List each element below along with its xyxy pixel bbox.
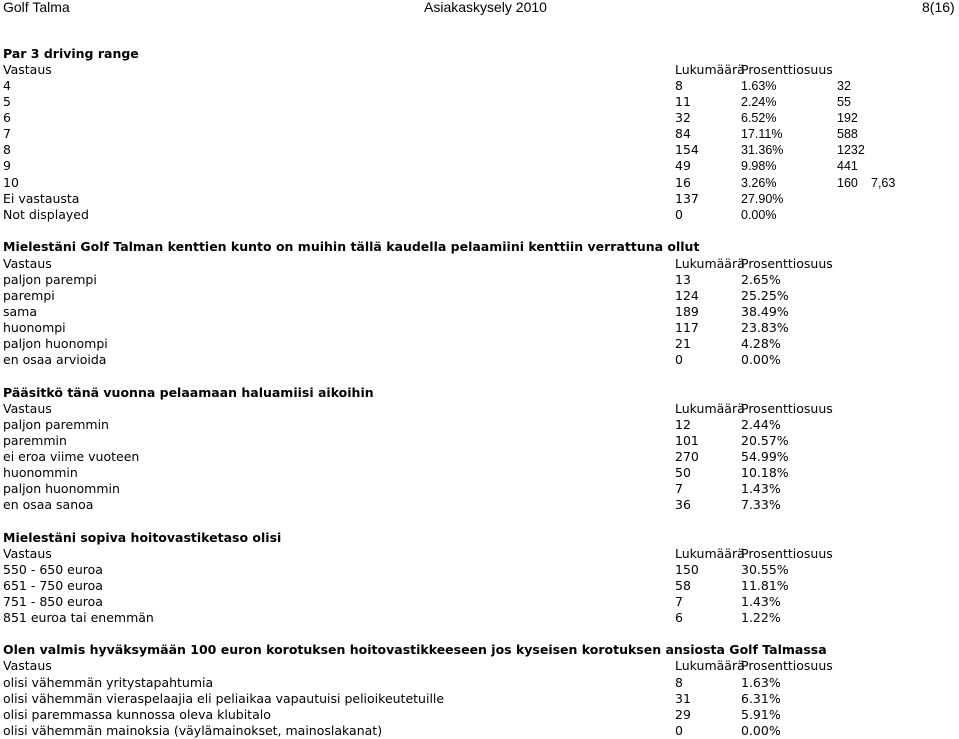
answer-cell: paljon huonompi <box>3 336 108 351</box>
column-header-answer: Vastaus <box>3 256 52 271</box>
count-cell: 0 <box>675 723 683 738</box>
count-cell: 0 <box>675 207 683 222</box>
percent-cell: 3.26% <box>741 176 777 190</box>
count-cell: 21 <box>675 336 691 351</box>
percent-cell: 25.25% <box>741 288 789 303</box>
count-cell: 16 <box>675 175 691 190</box>
extra-cell: 441 <box>837 159 858 173</box>
answer-cell: olisi vähemmän yritystapahtumia <box>3 675 214 690</box>
section-title: Olen valmis hyväksymään 100 euron korotuksen hoitovastikkeeseen jos kyseisen korotuksen ansiosta Golf Talmassa <box>3 642 827 657</box>
answer-cell: 6 <box>3 110 11 125</box>
percent-cell: 2.24% <box>741 95 777 109</box>
extra-cell: 588 <box>837 127 858 141</box>
percent-cell: 31.36% <box>741 143 784 157</box>
percent-cell: 2.44% <box>741 417 781 432</box>
percent-cell: 7.33% <box>741 497 781 512</box>
answer-cell: 4 <box>3 78 11 93</box>
percent-cell: 2.65% <box>741 272 781 287</box>
column-header-percent: Prosenttiosuus <box>741 658 833 673</box>
column-header-count: Lukumäärä <box>675 546 745 561</box>
percent-cell: 10.18% <box>741 465 789 480</box>
count-cell: 49 <box>675 158 691 173</box>
answer-cell: 651 - 750 euroa <box>3 578 103 593</box>
extra-cell: 32 <box>837 79 851 93</box>
column-header-percent: Prosenttiosuus <box>741 546 833 561</box>
answer-cell: 9 <box>3 158 11 173</box>
answer-cell: en osaa sanoa <box>3 497 94 512</box>
percent-cell: 20.57% <box>741 433 789 448</box>
column-header-answer: Vastaus <box>3 401 52 416</box>
header-left: Golf Talma <box>3 0 70 15</box>
count-cell: 31 <box>675 691 691 706</box>
answer-cell: sama <box>3 304 38 319</box>
count-cell: 270 <box>675 449 699 464</box>
answer-cell: Not displayed <box>3 207 89 222</box>
column-header-count: Lukumäärä <box>675 401 745 416</box>
count-cell: 8 <box>675 78 683 93</box>
count-cell: 58 <box>675 578 691 593</box>
count-cell: 154 <box>675 142 699 157</box>
count-cell: 12 <box>675 417 691 432</box>
percent-cell: 1.22% <box>741 610 781 625</box>
percent-cell: 6.31% <box>741 691 781 706</box>
percent-cell: 23.83% <box>741 320 789 335</box>
count-cell: 29 <box>675 707 691 722</box>
percent-cell: 4.28% <box>741 336 781 351</box>
count-cell: 189 <box>675 304 699 319</box>
answer-cell: 751 - 850 euroa <box>3 594 103 609</box>
answer-cell: paljon parempi <box>3 272 97 287</box>
answer-cell: paremmin <box>3 433 67 448</box>
answer-cell: huonompi <box>3 320 66 335</box>
count-cell: 36 <box>675 497 691 512</box>
percent-cell: 6.52% <box>741 111 777 125</box>
answer-cell: 10 <box>3 175 19 190</box>
answer-cell: olisi vähemmän vieraspelaajia eli peliaikaa vapautuisi pelioikeutetuille <box>3 691 445 706</box>
extra-cell: 55 <box>837 95 851 109</box>
percent-cell: 1.43% <box>741 481 781 496</box>
answer-cell: paljon paremmin <box>3 417 109 432</box>
count-cell: 7 <box>675 594 683 609</box>
answer-cell: 851 euroa tai enemmän <box>3 610 154 625</box>
column-header-count: Lukumäärä <box>675 62 745 77</box>
section-title: Mielestäni Golf Talman kenttien kunto on muihin tällä kaudella pelaamiini kenttiin verrattuna ollut <box>3 239 700 254</box>
average-cell: 7,63 <box>871 176 896 190</box>
column-header-percent: Prosenttiosuus <box>741 401 833 416</box>
column-header-answer: Vastaus <box>3 62 52 77</box>
count-cell: 84 <box>675 126 691 141</box>
answer-cell: parempi <box>3 288 55 303</box>
count-cell: 117 <box>675 320 699 335</box>
answer-cell: ei eroa viime vuoteen <box>3 449 140 464</box>
count-cell: 101 <box>675 433 699 448</box>
extra-cell: 1232 <box>837 143 865 157</box>
percent-cell: 9.98% <box>741 159 777 173</box>
count-cell: 50 <box>675 465 691 480</box>
percent-cell: 30.55% <box>741 562 789 577</box>
count-cell: 150 <box>675 562 699 577</box>
section-title: Mielestäni sopiva hoitovastiketaso olisi <box>3 530 282 545</box>
count-cell: 137 <box>675 191 699 206</box>
answer-cell: 550 - 650 euroa <box>3 562 103 577</box>
column-header-count: Lukumäärä <box>675 256 745 271</box>
header-page-number: 8(16) <box>922 0 955 15</box>
count-cell: 13 <box>675 272 691 287</box>
column-header-answer: Vastaus <box>3 546 52 561</box>
percent-cell: 1.43% <box>741 594 781 609</box>
column-header-percent: Prosenttiosuus <box>741 256 833 271</box>
percent-cell: 5.91% <box>741 707 781 722</box>
count-cell: 6 <box>675 610 683 625</box>
extra-cell: 192 <box>837 111 858 125</box>
section-title: Par 3 driving range <box>3 46 139 61</box>
percent-cell: 1.63% <box>741 675 781 690</box>
answer-cell: Ei vastausta <box>3 191 80 206</box>
percent-cell: 0.00% <box>741 208 777 222</box>
count-cell: 11 <box>675 94 691 109</box>
percent-cell: 1.63% <box>741 79 777 93</box>
answer-cell: paljon huonommin <box>3 481 120 496</box>
count-cell: 124 <box>675 288 699 303</box>
percent-cell: 17.11% <box>741 127 783 141</box>
column-header-count: Lukumäärä <box>675 658 745 673</box>
percent-cell: 27.90% <box>741 192 784 206</box>
section-title: Pääsitkö tänä vuonna pelaamaan haluamiisi aikoihin <box>3 385 374 400</box>
answer-cell: 5 <box>3 94 11 109</box>
answer-cell: 7 <box>3 126 11 141</box>
answer-cell: olisi vähemmän mainoksia (väylämainokset, mainoslakanat) <box>3 723 383 738</box>
percent-cell: 0.00% <box>741 723 781 738</box>
count-cell: 32 <box>675 110 691 125</box>
percent-cell: 54.99% <box>741 449 789 464</box>
answer-cell: huonommin <box>3 465 78 480</box>
count-cell: 8 <box>675 675 683 690</box>
count-cell: 7 <box>675 481 683 496</box>
answer-cell: 8 <box>3 142 11 157</box>
extra-cell: 160 <box>837 176 858 190</box>
header-center: Asiakaskysely 2010 <box>424 0 547 15</box>
column-header-percent: Prosenttiosuus <box>741 62 833 77</box>
percent-cell: 0.00% <box>741 352 781 367</box>
answer-cell: en osaa arvioida <box>3 352 107 367</box>
count-cell: 0 <box>675 352 683 367</box>
percent-cell: 38.49% <box>741 304 789 319</box>
answer-cell: olisi paremmassa kunnossa oleva klubitalo <box>3 707 271 722</box>
percent-cell: 11.81% <box>741 578 789 593</box>
column-header-answer: Vastaus <box>3 658 52 673</box>
